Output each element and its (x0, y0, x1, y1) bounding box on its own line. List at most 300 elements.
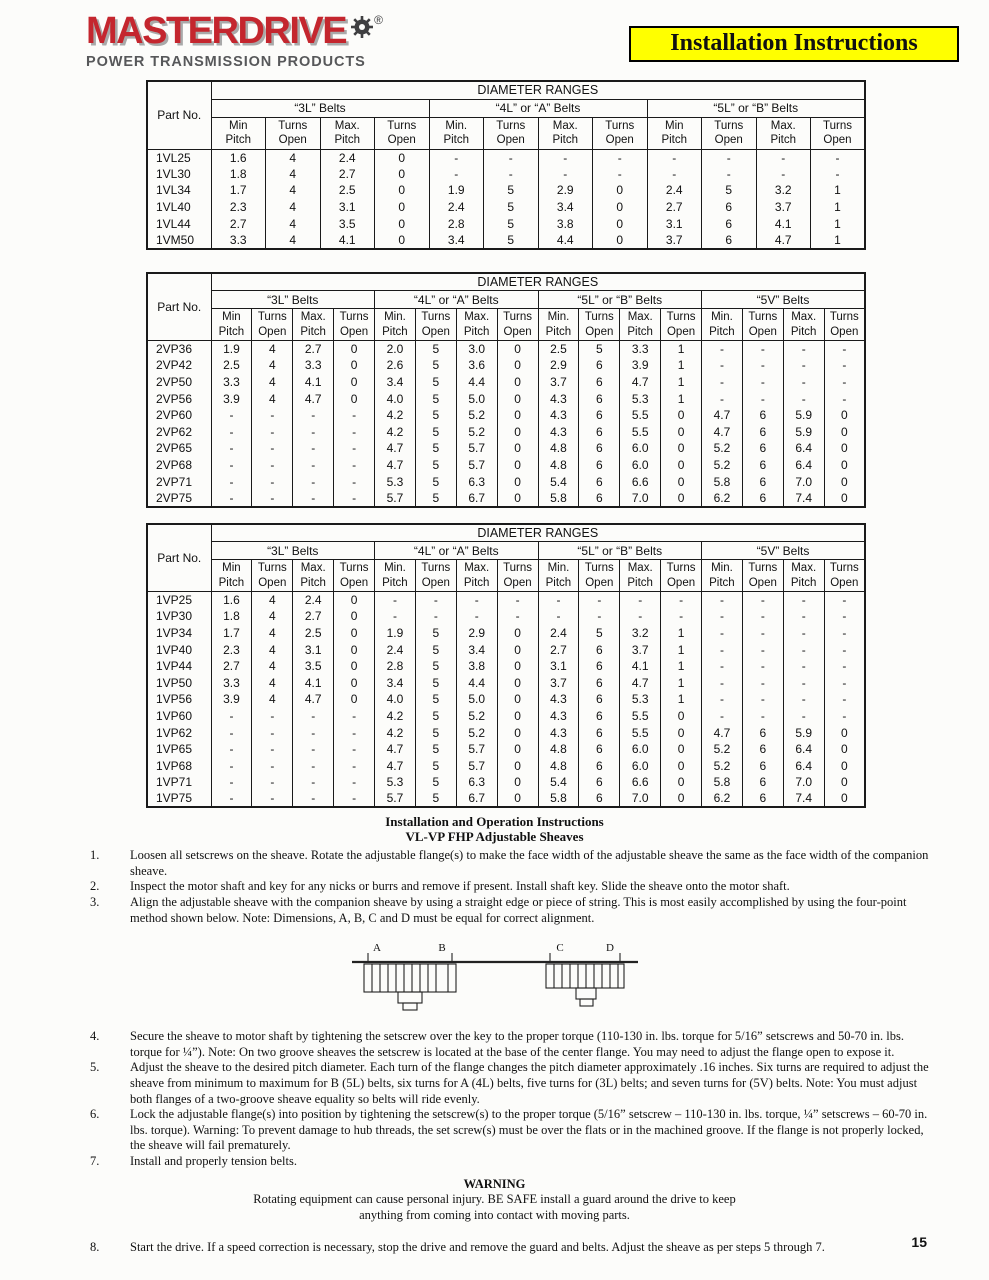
value-cell: - (702, 149, 757, 166)
value-cell: 3.3 (211, 374, 252, 391)
table-row (147, 757, 865, 774)
value-cell: 4.4 (456, 674, 497, 691)
value-cell: 2.4 (429, 199, 484, 216)
value-cell: 5.7 (375, 490, 416, 507)
value-cell: - (783, 608, 824, 625)
value-cell: 5.7 (456, 440, 497, 457)
value-cell: 4 (266, 149, 321, 166)
value-cell: 3.5 (320, 215, 375, 232)
table-title: DIAMETER RANGES (211, 524, 865, 542)
value-cell: - (783, 357, 824, 374)
column-header: Turns Open (742, 560, 783, 592)
value-cell: 3.3 (293, 357, 334, 374)
value-cell: 4 (266, 199, 321, 216)
value-cell: 4 (252, 374, 293, 391)
value-cell: 3.5 (293, 658, 334, 675)
belt-group-header: “3L” Belts (211, 542, 375, 560)
value-cell: 6 (579, 741, 620, 758)
value-cell: 5.4 (538, 473, 579, 490)
value-cell: 2.3 (211, 641, 252, 658)
value-cell: - (211, 724, 252, 741)
value-cell: - (334, 457, 375, 474)
table-row (147, 791, 865, 808)
value-cell: - (429, 149, 484, 166)
part-no-header: Part No. (147, 81, 211, 149)
value-cell: 2.5 (211, 357, 252, 374)
part-no-cell: 1VP44 (147, 658, 211, 675)
value-cell: 6.2 (702, 490, 743, 507)
value-cell: - (579, 592, 620, 609)
value-cell: - (661, 592, 702, 609)
column-header: Turns Open (484, 117, 539, 149)
part-no-cell: 1VP56 (147, 691, 211, 708)
value-cell: - (252, 741, 293, 758)
column-header: Max. Pitch (620, 560, 661, 592)
value-cell: - (415, 608, 456, 625)
value-cell: 2.7 (320, 166, 375, 183)
value-cell: - (783, 390, 824, 407)
value-cell: 6.6 (620, 774, 661, 791)
value-cell: - (497, 592, 538, 609)
value-cell: 0 (375, 215, 430, 232)
table-row (147, 490, 865, 507)
value-cell: 0 (497, 757, 538, 774)
installation-instructions-banner: Installation Instructions (629, 26, 959, 62)
value-cell: - (334, 774, 375, 791)
value-cell: - (742, 691, 783, 708)
value-cell: 4 (266, 182, 321, 199)
value-cell: 0 (497, 424, 538, 441)
value-cell: 1 (661, 625, 702, 642)
instruction-step (90, 1060, 938, 1107)
value-cell: - (702, 166, 757, 183)
part-no-header: Part No. (147, 273, 211, 341)
value-cell: 5.5 (620, 407, 661, 424)
value-cell: 6.7 (456, 791, 497, 808)
value-cell: 2.8 (375, 658, 416, 675)
value-cell: 5 (415, 674, 456, 691)
belt-group-header: “4L” or “A” Belts (429, 99, 647, 117)
column-header: Min Pitch (647, 117, 702, 149)
value-cell: - (593, 149, 648, 166)
value-cell: 4.1 (320, 232, 375, 249)
value-cell: 4 (266, 232, 321, 249)
belt-group-header: “4L” or “A” Belts (375, 542, 539, 560)
step-number: 4. (90, 1029, 100, 1044)
table-row (147, 674, 865, 691)
warning-title: WARNING (463, 1176, 526, 1191)
value-cell: 5 (415, 691, 456, 708)
value-cell: - (252, 724, 293, 741)
part-no-cell: 1VL30 (147, 166, 211, 183)
value-cell: 3.1 (647, 215, 702, 232)
part-no-cell: 1VP30 (147, 608, 211, 625)
value-cell: 0 (824, 407, 865, 424)
value-cell: - (783, 674, 824, 691)
part-no-cell: 1VP34 (147, 625, 211, 642)
table-row (147, 374, 865, 391)
column-header: Turns Open (266, 117, 321, 149)
value-cell: 3.1 (293, 641, 334, 658)
value-cell: 0 (824, 473, 865, 490)
table-row (147, 473, 865, 490)
value-cell: 4.7 (756, 232, 811, 249)
value-cell: 0 (824, 424, 865, 441)
value-cell: - (742, 641, 783, 658)
value-cell: 6.4 (783, 440, 824, 457)
value-cell: 5 (415, 625, 456, 642)
value-cell: 4.7 (375, 741, 416, 758)
step-text: Adjust the sheave to the desired pitch diameter. Each turn of the flange changes the pitch diameter approximately .16 inches. Six turns are required to adjust the sheave from minimum to maximum for B (5L) belts, six turns for A (4L) belts, five turns for (3L) belts; and seven turns for (5V) belts. Note: You must adjust both flanges of a two-groove sheave equality so belts will ride evenly. (130, 1060, 929, 1106)
value-cell: 3.4 (375, 674, 416, 691)
value-cell: - (334, 424, 375, 441)
value-cell: 0 (334, 641, 375, 658)
value-cell: 1.9 (375, 625, 416, 642)
column-header: Turns Open (579, 560, 620, 592)
table-row (147, 608, 865, 625)
dimension-label-b: B (437, 942, 446, 955)
column-header: Min. Pitch (538, 309, 579, 341)
value-cell: 3.4 (456, 641, 497, 658)
value-cell: 4.3 (538, 708, 579, 725)
value-cell: 4 (252, 592, 293, 609)
value-cell: 7.0 (783, 473, 824, 490)
value-cell: - (742, 658, 783, 675)
value-cell: - (661, 608, 702, 625)
value-cell: - (824, 658, 865, 675)
part-no-cell: 1VP62 (147, 724, 211, 741)
column-header: Min. Pitch (375, 560, 416, 592)
value-cell: 0 (334, 357, 375, 374)
value-cell: 0 (497, 791, 538, 808)
value-cell: 3.4 (375, 374, 416, 391)
table-row (147, 592, 865, 609)
value-cell: - (783, 691, 824, 708)
value-cell: 2.7 (211, 215, 266, 232)
value-cell: 0 (497, 440, 538, 457)
value-cell: 1.6 (211, 592, 252, 609)
value-cell: 0 (334, 341, 375, 358)
column-header: Min. Pitch (702, 309, 743, 341)
table-row (147, 407, 865, 424)
value-cell: 0 (497, 641, 538, 658)
value-cell: 0 (497, 674, 538, 691)
column-header: Turns Open (742, 309, 783, 341)
value-cell: 0 (334, 592, 375, 609)
value-cell: 4.7 (702, 724, 743, 741)
value-cell: 6 (579, 691, 620, 708)
table-row (147, 658, 865, 675)
value-cell: 1 (661, 674, 702, 691)
value-cell: - (211, 490, 252, 507)
value-cell: - (538, 608, 579, 625)
value-cell: - (252, 473, 293, 490)
value-cell: 6 (742, 490, 783, 507)
value-cell: 0 (824, 490, 865, 507)
column-header: Min. Pitch (538, 560, 579, 592)
value-cell: - (429, 166, 484, 183)
value-cell: 2.6 (375, 357, 416, 374)
warning-text-line2: anything from coming into contact with moving parts. (359, 1207, 630, 1222)
instruction-step (90, 1240, 938, 1256)
value-cell: 0 (661, 424, 702, 441)
value-cell: 1.9 (429, 182, 484, 199)
value-cell: 3.3 (620, 341, 661, 358)
value-cell: - (375, 608, 416, 625)
value-cell: 3.3 (211, 232, 266, 249)
value-cell: - (252, 757, 293, 774)
value-cell: 0 (824, 440, 865, 457)
column-header: Turns Open (824, 309, 865, 341)
table-row (147, 440, 865, 457)
value-cell: 4 (252, 341, 293, 358)
table-row (147, 424, 865, 441)
value-cell: 5 (579, 625, 620, 642)
value-cell: 4 (252, 641, 293, 658)
value-cell: - (702, 658, 743, 675)
column-header: Turns Open (497, 560, 538, 592)
value-cell: 0 (375, 182, 430, 199)
value-cell: 5.2 (456, 424, 497, 441)
diameter-ranges-table-1vp (146, 523, 866, 809)
value-cell: 0 (824, 774, 865, 791)
value-cell: 4.4 (538, 232, 593, 249)
value-cell: 4.3 (538, 407, 579, 424)
value-cell: 4.3 (538, 691, 579, 708)
steps-4-to-7 (90, 1029, 938, 1169)
value-cell: 3.9 (211, 691, 252, 708)
value-cell: 0 (334, 608, 375, 625)
value-cell: 4.2 (375, 708, 416, 725)
value-cell: 6.2 (702, 791, 743, 808)
value-cell: 7.4 (783, 791, 824, 808)
value-cell: - (756, 149, 811, 166)
belt-group-header: “5L” or “B” Belts (538, 542, 702, 560)
value-cell: 5 (484, 199, 539, 216)
value-cell: - (742, 674, 783, 691)
value-cell: 6.4 (783, 741, 824, 758)
table-row (147, 199, 865, 216)
table-row (147, 641, 865, 658)
column-header: Turns Open (252, 309, 293, 341)
value-cell: 5 (415, 357, 456, 374)
value-cell: 1 (661, 691, 702, 708)
value-cell: 0 (824, 757, 865, 774)
part-no-cell: 2VP36 (147, 341, 211, 358)
part-no-header: Part No. (147, 524, 211, 592)
step-text: Install and properly tension belts. (130, 1153, 297, 1168)
value-cell: 5 (415, 708, 456, 725)
value-cell: 2.5 (320, 182, 375, 199)
value-cell: 6.7 (456, 490, 497, 507)
column-header: Max. Pitch (293, 560, 334, 592)
value-cell: 1 (811, 182, 866, 199)
value-cell: 2.9 (456, 625, 497, 642)
belt-group-header: “5L” or “B” Belts (647, 99, 865, 117)
column-header: Max. Pitch (538, 117, 593, 149)
value-cell: 6.4 (783, 757, 824, 774)
value-cell: 0 (661, 791, 702, 808)
value-cell: 5 (415, 791, 456, 808)
value-cell: 3.7 (756, 199, 811, 216)
value-cell: 5 (415, 490, 456, 507)
value-cell: - (593, 166, 648, 183)
value-cell: - (252, 407, 293, 424)
value-cell: 0 (334, 390, 375, 407)
value-cell: 6 (579, 757, 620, 774)
part-no-cell: 1VP25 (147, 592, 211, 609)
part-no-cell: 1VL25 (147, 149, 211, 166)
value-cell: - (579, 608, 620, 625)
value-cell: 4.3 (538, 390, 579, 407)
value-cell: 5.7 (375, 791, 416, 808)
step-text: Start the drive. If a speed correction is necessary, stop the drive and remove the guard and belts. Adjust the sheave as per steps 5 through 7. (130, 1240, 825, 1255)
column-header: Max. Pitch (456, 309, 497, 341)
column-header: Max. Pitch (293, 309, 334, 341)
value-cell: 0 (497, 457, 538, 474)
value-cell: - (538, 592, 579, 609)
value-cell: 4.7 (375, 457, 416, 474)
value-cell: - (415, 592, 456, 609)
value-cell: - (538, 149, 593, 166)
value-cell: 6 (579, 440, 620, 457)
table-row (147, 457, 865, 474)
value-cell: - (824, 708, 865, 725)
value-cell: 0 (334, 674, 375, 691)
value-cell: 0 (497, 357, 538, 374)
value-cell: 0 (593, 199, 648, 216)
gear-icon (350, 15, 374, 39)
value-cell: 6 (579, 724, 620, 741)
value-cell: 2.4 (538, 625, 579, 642)
value-cell: - (824, 674, 865, 691)
value-cell: 0 (497, 407, 538, 424)
value-cell: 3.7 (538, 374, 579, 391)
diameter-ranges-table-vl (146, 80, 866, 250)
value-cell: - (252, 791, 293, 808)
value-cell: 4.7 (620, 374, 661, 391)
part-no-cell: 1VP60 (147, 708, 211, 725)
value-cell: 3.3 (211, 674, 252, 691)
value-cell: - (620, 592, 661, 609)
value-cell: 1.7 (211, 182, 266, 199)
value-cell: - (252, 708, 293, 725)
value-cell: 4.7 (375, 757, 416, 774)
value-cell: 0 (824, 791, 865, 808)
value-cell: 3.9 (211, 390, 252, 407)
value-cell: - (484, 166, 539, 183)
value-cell: - (824, 691, 865, 708)
column-header: Max. Pitch (456, 560, 497, 592)
step-number: 6. (90, 1107, 100, 1122)
value-cell: 5.3 (620, 691, 661, 708)
value-cell: 5 (702, 182, 757, 199)
value-cell: 5 (484, 182, 539, 199)
value-cell: 3.7 (647, 232, 702, 249)
table-row (147, 341, 865, 358)
value-cell: 4.8 (538, 440, 579, 457)
value-cell: - (211, 708, 252, 725)
value-cell: 4 (252, 608, 293, 625)
value-cell: - (211, 440, 252, 457)
value-cell: 6.3 (456, 473, 497, 490)
value-cell: 1 (661, 641, 702, 658)
value-cell: 5 (415, 440, 456, 457)
alignment-diagram (0, 940, 989, 1021)
value-cell: 0 (497, 691, 538, 708)
registered-mark: ® (374, 13, 383, 27)
value-cell: - (702, 592, 743, 609)
value-cell: 0 (497, 741, 538, 758)
value-cell: - (783, 341, 824, 358)
step-number: 3. (90, 895, 100, 909)
table-row (147, 724, 865, 741)
value-cell: 0 (593, 215, 648, 232)
column-header: Turns Open (824, 560, 865, 592)
value-cell: - (211, 757, 252, 774)
value-cell: 2.7 (211, 658, 252, 675)
value-cell: - (702, 341, 743, 358)
value-cell: 5.0 (456, 691, 497, 708)
instructions-section (0, 814, 989, 1255)
value-cell: 0 (375, 199, 430, 216)
value-cell: 5.7 (456, 457, 497, 474)
value-cell: 6.3 (456, 774, 497, 791)
value-cell: 5 (415, 407, 456, 424)
value-cell: 0 (593, 232, 648, 249)
value-cell: - (824, 608, 865, 625)
table-row (147, 390, 865, 407)
table-row (147, 166, 865, 183)
value-cell: - (811, 166, 866, 183)
table-row (147, 357, 865, 374)
value-cell: 1 (661, 390, 702, 407)
value-cell: 5.2 (702, 757, 743, 774)
value-cell: 4.3 (538, 724, 579, 741)
value-cell: 6 (702, 215, 757, 232)
value-cell: - (742, 357, 783, 374)
value-cell: 4 (252, 674, 293, 691)
value-cell: 2.9 (538, 357, 579, 374)
value-cell: 6 (579, 374, 620, 391)
value-cell: 0 (661, 708, 702, 725)
value-cell: 6 (579, 473, 620, 490)
value-cell: 6 (579, 708, 620, 725)
value-cell: 0 (375, 149, 430, 166)
belt-group-header: “3L” Belts (211, 99, 429, 117)
value-cell: - (293, 440, 334, 457)
step-text: Lock the adjustable flange(s) into position by tightening the setscrew(s) to the proper torque (5/16” setscrew – 110-130 in. lbs. torque, ¼” setscrews – 60-70 in. lbs. torque). Warning: To prevent damage to hub threads, the set screw(s) must be over the flats or in the machined groove. If the flange is not properly locked, the sheave will fail prematurely. (130, 1107, 928, 1153)
value-cell: 6 (579, 424, 620, 441)
value-cell: - (484, 149, 539, 166)
value-cell: 6 (579, 674, 620, 691)
value-cell: 3.4 (538, 199, 593, 216)
value-cell: - (742, 390, 783, 407)
value-cell: 5.2 (456, 724, 497, 741)
value-cell: 0 (334, 691, 375, 708)
value-cell: 1.8 (211, 166, 266, 183)
table-row (147, 774, 865, 791)
value-cell: 2.7 (293, 608, 334, 625)
value-cell: 4.1 (293, 374, 334, 391)
value-cell: - (252, 490, 293, 507)
value-cell: 3.6 (456, 357, 497, 374)
value-cell: - (824, 390, 865, 407)
page-header (0, 0, 989, 80)
value-cell: 5 (415, 457, 456, 474)
value-cell: - (702, 608, 743, 625)
value-cell: 0 (661, 741, 702, 758)
